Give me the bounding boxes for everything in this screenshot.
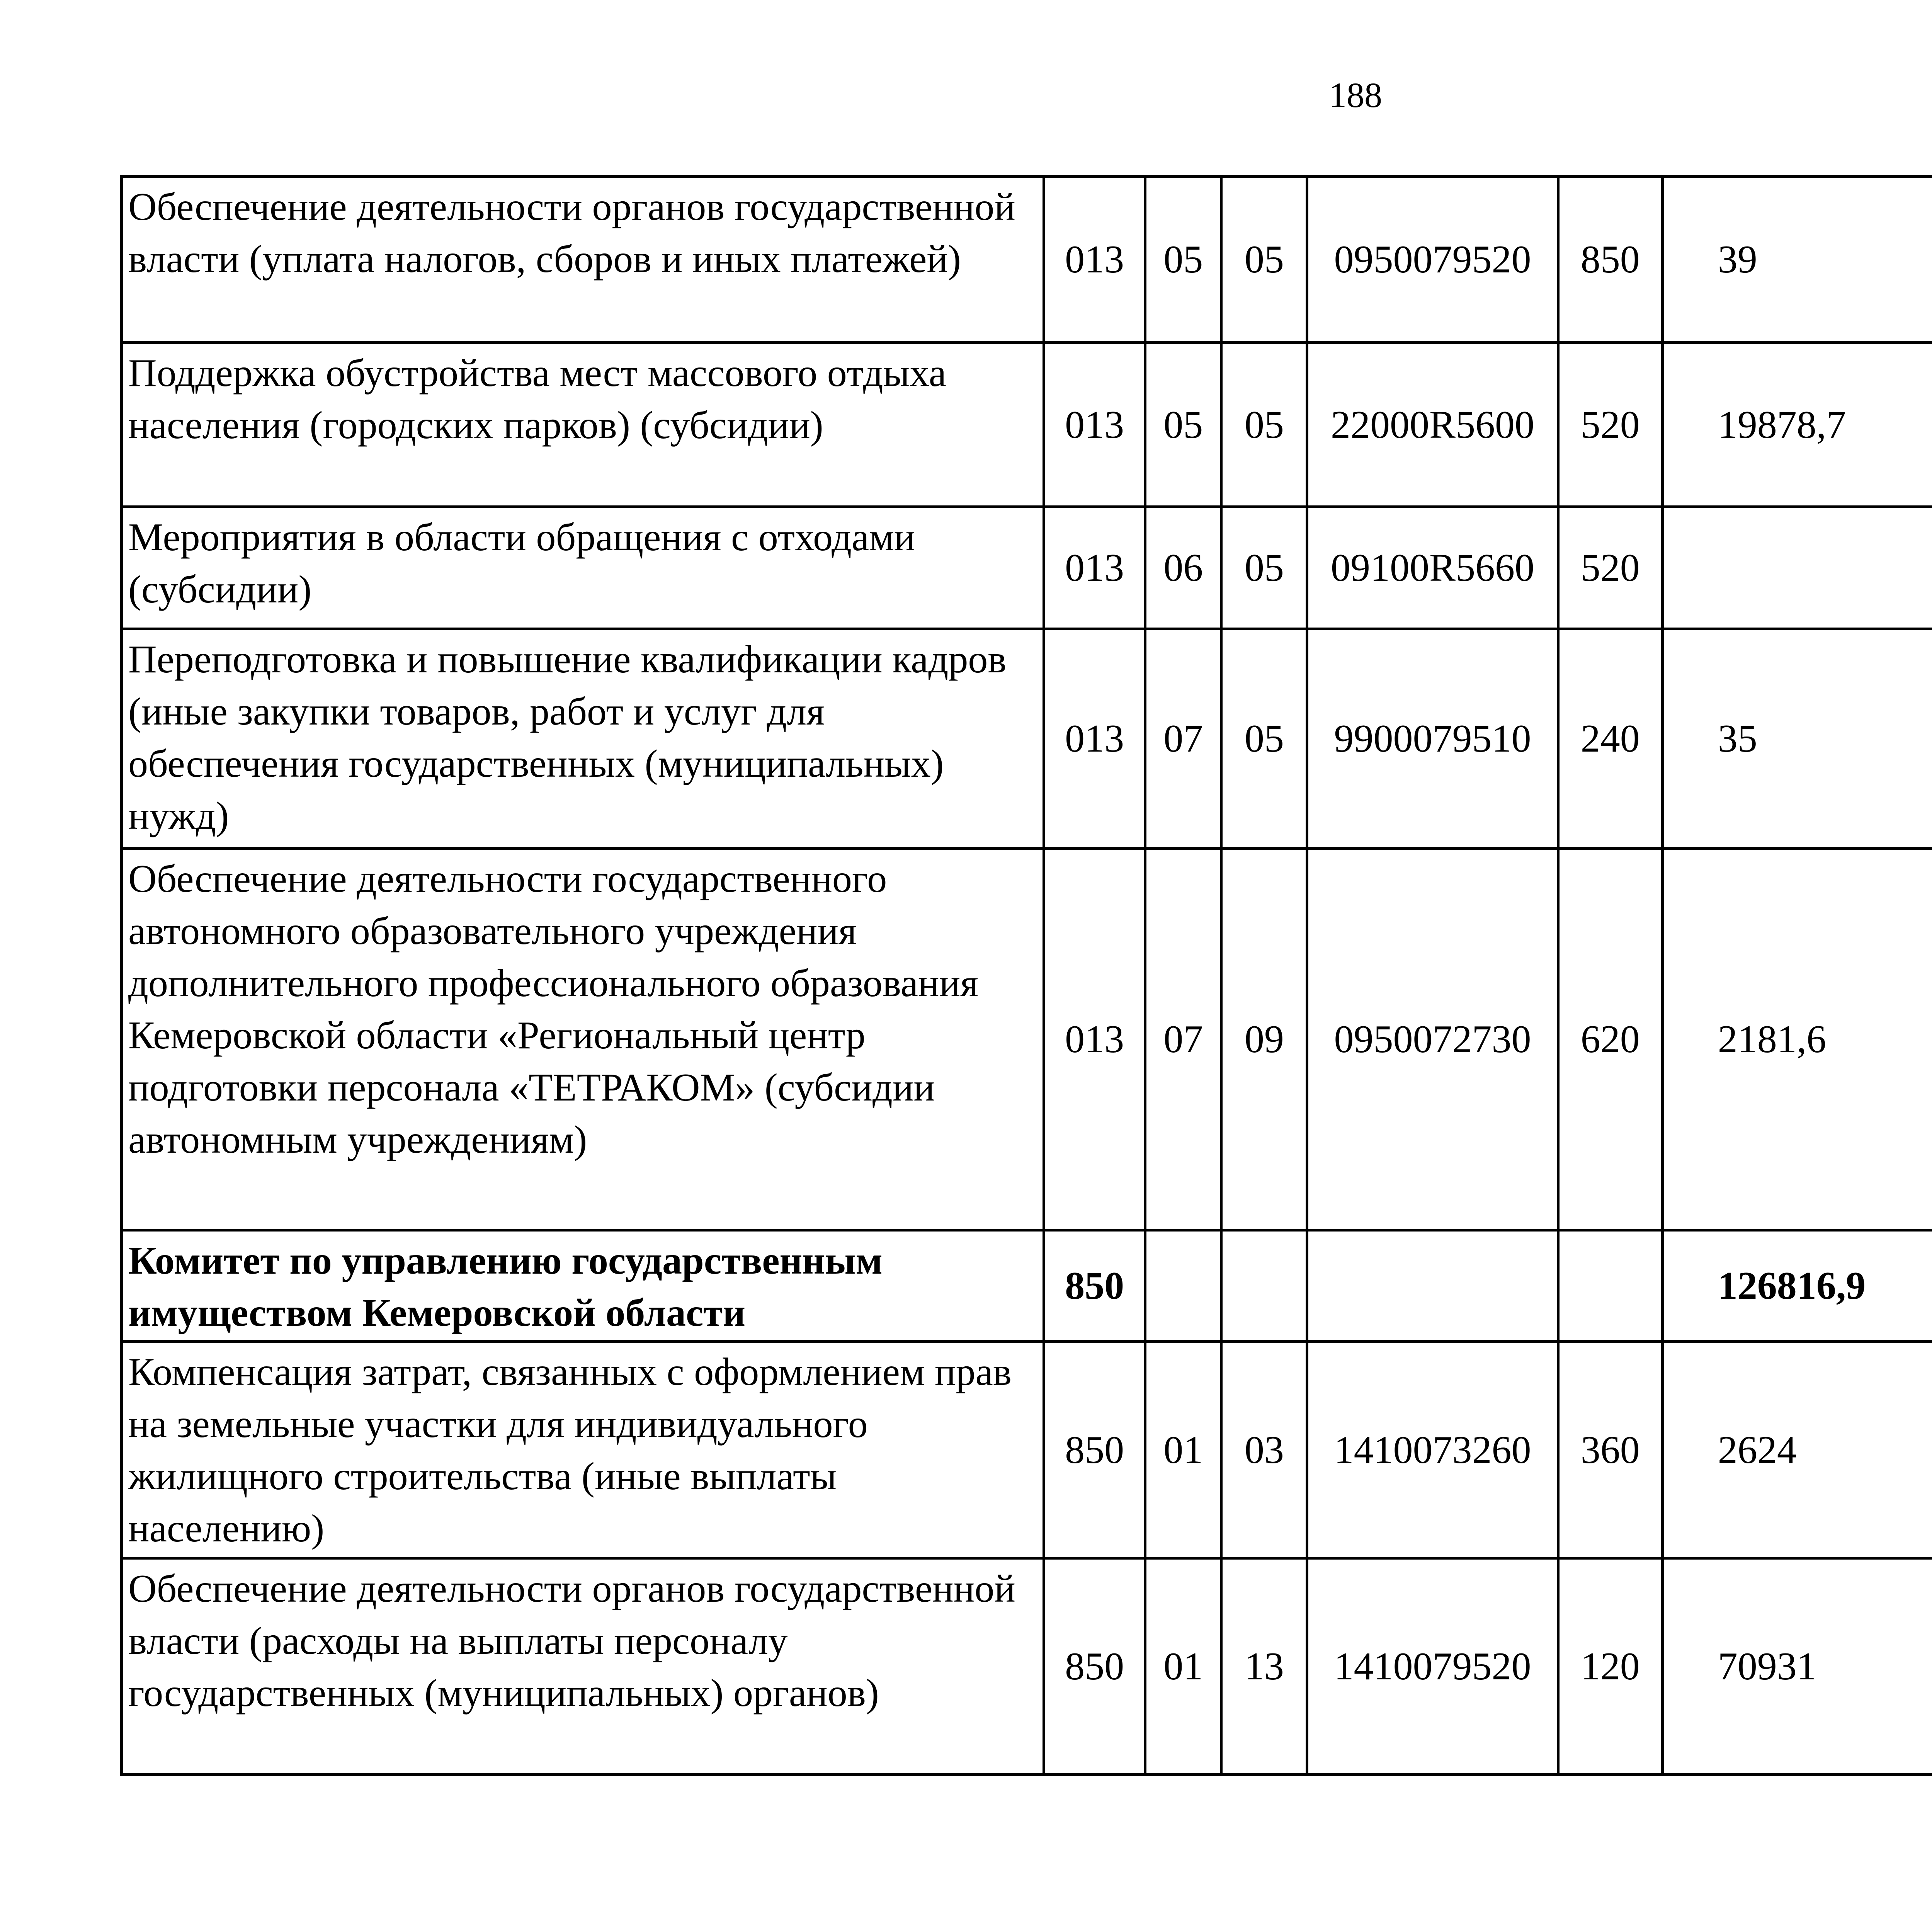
subsection-cell: 03 (1221, 1342, 1307, 1558)
subsection-cell: 05 (1221, 629, 1307, 848)
description-cell: Компенсация затрат, связанных с оформлением прав на земельные участки для индивидуального жилищного строительства (иные выплаты населению) (122, 1342, 1044, 1558)
expense-type-cell: 620 (1558, 848, 1662, 1230)
description-cell: Комитет по управлению государственным имуществом Кемеровской области (122, 1230, 1044, 1342)
target-article-cell (1307, 1230, 1558, 1342)
ved-cell: 013 (1044, 343, 1145, 507)
table-row (122, 629, 1932, 848)
description-cell: Мероприятия в области обращения с отходами (субсидии) (122, 507, 1044, 629)
target-article-cell: 0950072730 (1307, 848, 1558, 1230)
expense-type-cell: 520 (1558, 343, 1662, 507)
section-cell: 07 (1145, 629, 1221, 848)
table-row (122, 848, 1932, 1230)
budget-table (120, 175, 1932, 1776)
target-article-cell: 22000R5600 (1307, 343, 1558, 507)
amount-year1-cell: 39 (1662, 177, 1932, 343)
section-cell: 05 (1145, 177, 1221, 343)
description-cell: Переподготовка и повышение квалификации кадров (иные закупки товаров, работ и услуг для обеспечения государственных (муниципальных) нужд) (122, 629, 1044, 848)
description-cell: Обеспечение деятельности органов государственной власти (уплата налогов, сборов и иных платежей) (122, 177, 1044, 343)
table-row (122, 1558, 1932, 1774)
table-row (122, 1342, 1932, 1558)
subsection-cell: 13 (1221, 1558, 1307, 1774)
table-row (122, 507, 1932, 629)
ved-cell: 013 (1044, 629, 1145, 848)
amount-year1-cell: 2181,6 (1662, 848, 1932, 1230)
page-number: 188 (1329, 75, 1382, 115)
expense-type-cell (1558, 1230, 1662, 1342)
description-cell: Обеспечение деятельности государственного автономного образовательного учреждения дополнительного профессионального образования Кемеровской области «Региональный центр подготовки персонала «ТЕТРАКОМ» (субсидии автономным учреждениям) (122, 848, 1044, 1230)
target-article-cell: 1410079520 (1307, 1558, 1558, 1774)
expense-type-cell: 850 (1558, 177, 1662, 343)
subsection-cell: 05 (1221, 507, 1307, 629)
section-cell: 06 (1145, 507, 1221, 629)
amount-year1-cell: 70931 (1662, 1558, 1932, 1774)
target-article-cell: 1410073260 (1307, 1342, 1558, 1558)
ved-cell: 013 (1044, 177, 1145, 343)
table-row (122, 1230, 1932, 1342)
subsection-cell (1221, 1230, 1307, 1342)
target-article-cell: 0950079520 (1307, 177, 1558, 343)
expense-type-cell: 520 (1558, 507, 1662, 629)
subsection-cell: 09 (1221, 848, 1307, 1230)
section-cell: 01 (1145, 1342, 1221, 1558)
ved-cell: 850 (1044, 1558, 1145, 1774)
amount-year1-cell: 35 (1662, 629, 1932, 848)
description-cell: Поддержка обустройства мест массового отдыха населения (городских парков) (субсидии) (122, 343, 1044, 507)
description-cell: Обеспечение деятельности органов государственной власти (расходы на выплаты персоналу государственных (муниципальных) органов) (122, 1558, 1044, 1774)
ved-cell: 013 (1044, 848, 1145, 1230)
target-article-cell: 9900079510 (1307, 629, 1558, 848)
ved-cell: 850 (1044, 1342, 1145, 1558)
expense-type-cell: 120 (1558, 1558, 1662, 1774)
amount-year1-cell (1662, 507, 1932, 629)
ved-cell: 850 (1044, 1230, 1145, 1342)
section-cell: 01 (1145, 1558, 1221, 1774)
subsection-cell: 05 (1221, 177, 1307, 343)
table-row (122, 177, 1932, 343)
amount-year1-cell: 19878,7 (1662, 343, 1932, 507)
amount-year1-cell: 2624 (1662, 1342, 1932, 1558)
ved-cell: 013 (1044, 507, 1145, 629)
section-cell (1145, 1230, 1221, 1342)
expense-type-cell: 360 (1558, 1342, 1662, 1558)
amount-year1-cell: 126816,9 (1662, 1230, 1932, 1342)
section-cell: 07 (1145, 848, 1221, 1230)
subsection-cell: 05 (1221, 343, 1307, 507)
expense-type-cell: 240 (1558, 629, 1662, 848)
target-article-cell: 09100R5660 (1307, 507, 1558, 629)
section-cell: 05 (1145, 343, 1221, 507)
table-row (122, 343, 1932, 507)
